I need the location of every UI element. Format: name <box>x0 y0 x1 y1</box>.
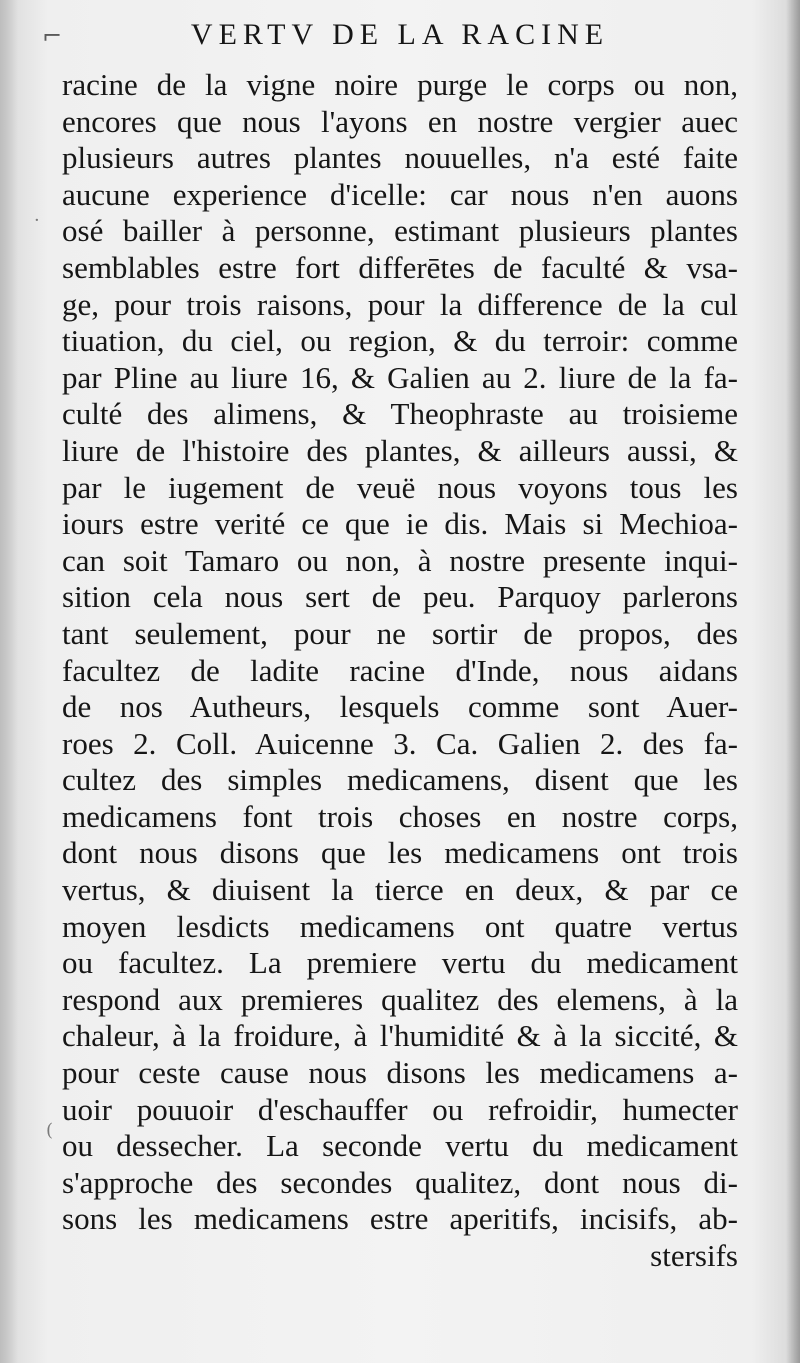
text-line: uoir pouuoir d'eschauffer ou refroidir, humecter <box>62 1091 738 1127</box>
text-line: medicamens font trois choses en nostre corps, <box>62 798 738 834</box>
catchword: stersifs <box>650 1238 738 1273</box>
text-line: tiuation, du ciel, ou region, & du terroir: comme <box>62 323 738 359</box>
text-line: facultez de ladite racine d'Inde, nous aidans <box>62 652 738 688</box>
text-line: cultez des simples medicamens, disent que les <box>62 762 738 798</box>
text-line: pour ceste cause nous disons les medicamens a- <box>62 1055 738 1091</box>
ornament-mark: ⌐ <box>42 22 63 50</box>
text-line: roes 2. Coll. Auicenne 3. Ca. Galien 2. des fa- <box>62 725 738 761</box>
text-line: chaleur, à la froidure, à l'humidité & à la siccité, & <box>62 1018 738 1054</box>
text-line: de nos Autheurs, lesquels comme sont Auer- <box>62 689 738 725</box>
text-line: s'approche des secondes qualitez, dont nous di- <box>62 1164 738 1200</box>
margin-bracket-mark: ( <box>46 1120 54 1141</box>
text-line: aucune experience d'icelle: car nous n'en auons <box>62 176 738 212</box>
text-line: tant seulement, pour ne sortir de propos, des <box>62 615 738 651</box>
text-line: racine de la vigne noire purge le corps ou non, <box>62 67 738 102</box>
text-line: vertus, & diuisent la tierce en deux, & par ce <box>62 872 738 908</box>
text-line: ou facultez. La premiere vertu du medicament <box>62 945 738 981</box>
text-line: iours estre verité ce que ie dis. Mais si Mechioa- <box>62 506 738 542</box>
text-line: plusieurs autres plantes nouuelles, n'a esté faite <box>62 140 738 176</box>
text-line: semblables estre fort differētes de faculté & vsa- <box>62 249 738 285</box>
text-line: par le iugement de veuë nous voyons tous les <box>62 469 738 505</box>
text-line: ge, pour trois raisons, pour la difference de la cul <box>62 286 738 322</box>
text-line: can soit Tamaro ou non, à nostre presente inqui- <box>62 542 738 578</box>
text-line: sons les medicamens estre aperitifs, incisifs, ab- <box>62 1201 738 1237</box>
body-text <box>62 67 738 1275</box>
text-line: ou dessecher. La seconde vertu du medicament <box>62 1128 738 1164</box>
text-line: moyen lesdicts medicamens ont quatre vertus <box>62 908 738 944</box>
text-line: par Pline au liure 16, & Galien au 2. liure de la fa- <box>62 359 738 395</box>
page-edge-shadow <box>786 0 800 1363</box>
text-line: dont nous disons que les medicamens ont trois <box>62 835 738 871</box>
text-line: liure de l'histoire des plantes, & ailleurs aussi, & <box>62 432 738 468</box>
text-line: osé bailler à personne, estimant plusieurs plantes <box>62 213 738 249</box>
text-line: respond aux premieres qualitez des elemens, à la <box>62 981 738 1017</box>
running-head: VERTV DE LA RACINE <box>190 18 610 51</box>
text-line: culté des alimens, & Theophraste au troisieme <box>62 396 738 432</box>
text-line: encores que nous l'ayons en nostre vergier auec <box>62 103 738 139</box>
text-line: sition cela nous sert de peu. Parquoy parlerons <box>62 579 738 615</box>
ink-speck: · <box>34 210 40 231</box>
gutter-shadow <box>0 0 18 1363</box>
